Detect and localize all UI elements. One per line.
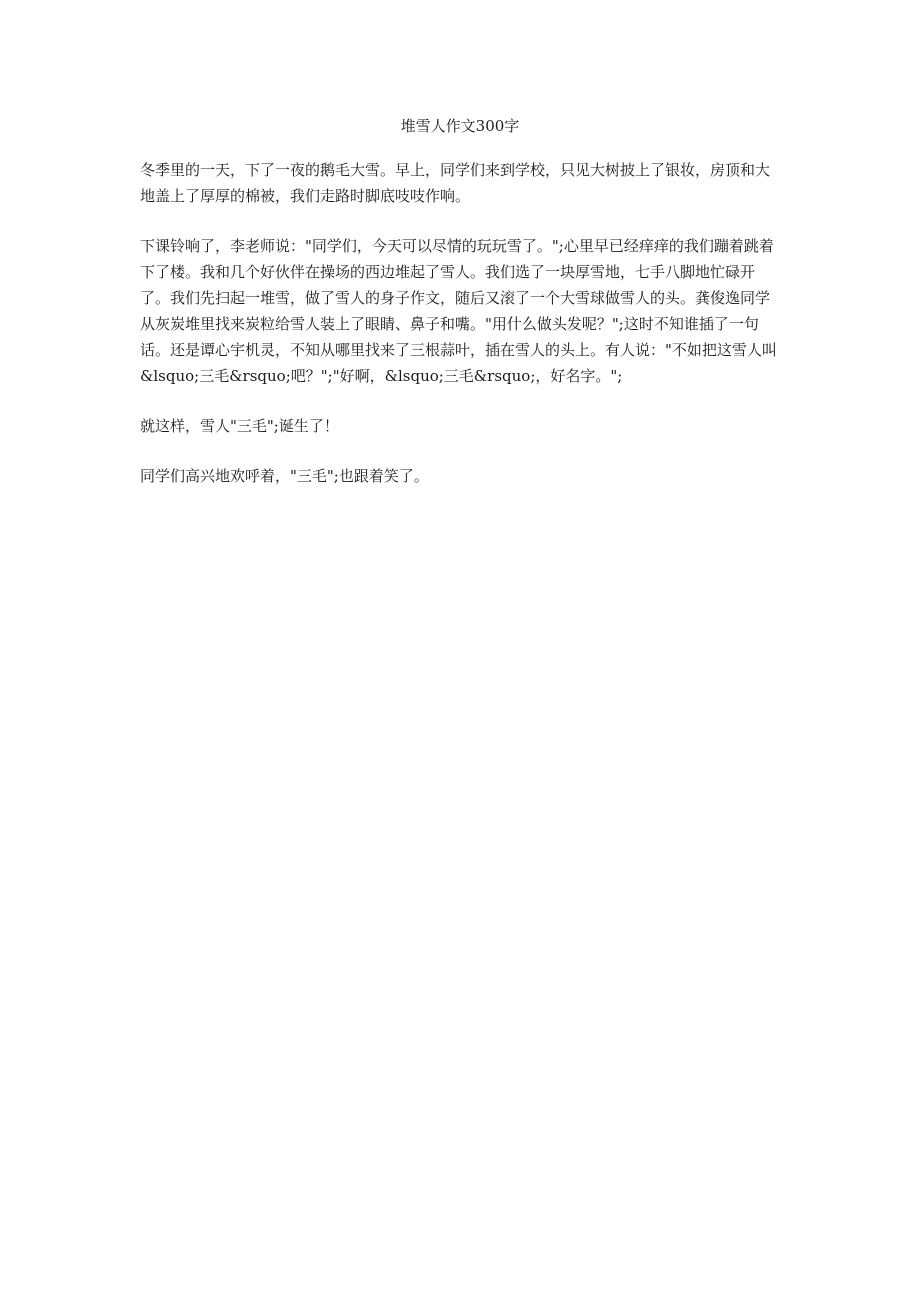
- paragraph-3: 就这样，雪人"三毛";诞生了！: [140, 417, 339, 435]
- paragraph-2: 下课铃响了，李老师说："同学们，今天可以尽情的玩玩雪了。";心里早已经痒痒的我们蹦着跳着下了楼。我和几个好伙伴在操场的西边堆起了雪人。我们选了一块厚雪地，七手八脚地忙碌开了。我们先扫起一堆雪，做了雪人的身子作文，随后又滚了一个大雪球做雪人的头。龚俊逸同学从灰炭堆里找来炭粒给雪人装上了眼睛、鼻子和嘴。"用什么做头发呢？";这时不知谁插了一句话。还是谭心宇机灵，不知从哪里找来了三根蒜叶，插在雪人的头上。有人说："不如把这雪人叫&lsquo;三毛&rsquo;吧？";"好啊，&lsquo;三毛&rsquo;，好名字。";: [140, 237, 777, 385]
- paragraph-4: 同学们高兴地欢呼着，"三毛";也跟着笑了。: [140, 467, 429, 485]
- paragraph-1: 冬季里的一天，下了一夜的鹅毛大雪。早上，同学们来到学校，只见大树披上了银妆，房顶和大地盖上了厚厚的棉被，我们走路时脚底吱吱作响。: [140, 161, 771, 205]
- document-body: [140, 157, 780, 513]
- document-title: 堆雪人作文300字: [400, 117, 520, 135]
